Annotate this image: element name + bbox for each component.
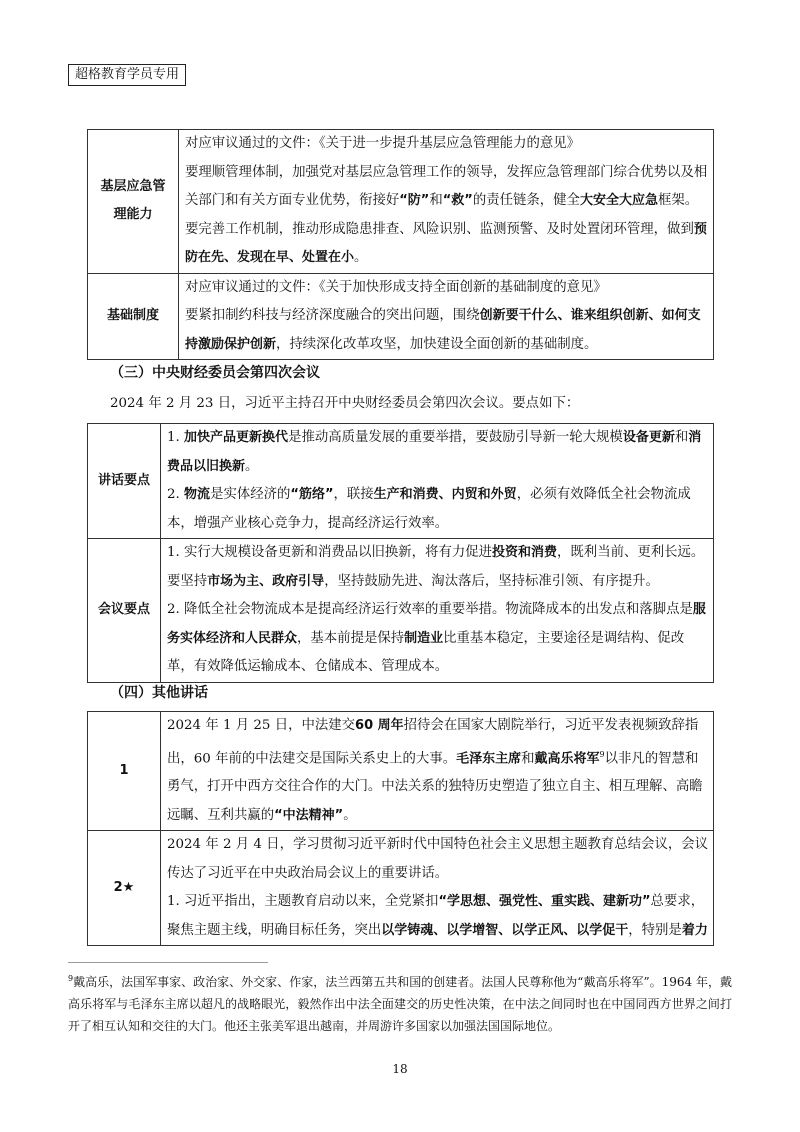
speeches-table [87, 711, 714, 946]
row-label: 讲话要点 [88, 424, 161, 539]
row-number: 1 [88, 712, 161, 831]
section-heading-3: （三）中央财经委员会第四次会议 [110, 365, 320, 381]
row-text: 要理顺管理体制，加强党对基层应急管理工作的领导，发挥应急管理部门综合优势以及相关部门和有关方面专业优势，衔接好“防”和“救”的责任链条，健全大安全大应急框架。要完善工作机制，推动形成隐患排查、风险识别、监测预警、及时处置闭环管理，做到预防在先、发现在早、处置在小。 [185, 164, 708, 265]
file-line: 对应审议通过的文件：《关于进一步提升基层应急管理能力的意见》 [185, 136, 581, 151]
row-content [179, 130, 714, 274]
table-row [88, 712, 714, 831]
table-row [88, 273, 714, 360]
section-heading-4: （四）其他讲话 [110, 685, 208, 701]
row-label: 基础制度 [88, 273, 179, 360]
list-item: 1. 加快产品更新换代是推动高质量发展的重要举措，要鼓励引导新一轮大规模设备更新和消费品以旧换新。 [167, 430, 702, 474]
row-content [179, 273, 714, 360]
meeting-table [87, 423, 714, 683]
file-line: 对应审议通过的文件：《关于加快形成支持全面创新的基础制度的意见》 [185, 279, 607, 295]
row-text: 2024 年 1 月 25 日，中法建交60 周年招待会在国家大剧院举行，习近平发表视频致辞指出，60 年前的中法建交是国际关系史上的大事。毛泽东主席和戴高乐将军$^9$以非凡的智慧和勇气，打开中西方交往合作的大门。中法关系的独特历史塑造了独立自主、相互理解、高瞻远瞩、互利共赢的“中法精神”。 [167, 718, 703, 823]
footnote [68, 968, 732, 1037]
row-content [161, 539, 714, 683]
footnote-divider [68, 962, 268, 963]
page-number: 18 [392, 1062, 408, 1076]
row-number: 2★ [88, 831, 161, 946]
footnote-text: 戴高乐，法国军事家、政治家、外交家、作家，法兰西第五共和国的创建者。法国人民尊称他为“戴高乐将军”。1964 年，戴高乐将军与毛泽东主席以超凡的战略眼光，毅然作出中法全面建交的历史性决策，在中法之间同时也在中国同西方世界之间打开了相互认知和交往的大门。他还主张美军退出越南，并周游许多国家以加强法国国际地位。 [68, 975, 732, 1033]
row-content [161, 712, 714, 831]
list-item: 2. 降低全社会物流成本是提高经济运行效率的重要举措。物流降成本的出发点和落脚点是服务实体经济和人民群众，基本前提是保持制造业比重基本稳定，主要途径是调结构、促改革，有效降低运输成本、仓储成本、管理成本。 [167, 602, 706, 674]
list-item: 1. 实行大规模设备更新和消费品以旧换新，将有力促进投资和消费，既利当前、更利长远。要坚持市场为主、政府引导，坚持鼓励先进、淘汰落后，坚持标准引领、有序提升。 [167, 545, 705, 589]
table-row [88, 831, 714, 946]
table-row [88, 539, 714, 683]
row-content [161, 831, 714, 946]
row-label: 会议要点 [88, 539, 161, 683]
list-item: 1. 习近平指出，主题教育启动以来，全党紧扣“学思想、强党性、重实践、建新功”总要求，聚焦主题主线，明确目标任务，突出以学铸魂、以学增智、以学正风、以学促干，特别是着力 [167, 894, 708, 938]
row-intro: 2024 年 2 月 4 日，学习贯彻习近平新时代中国特色社会主义思想主题教育总结会议，会议传达了习近平在中央政治局会议上的重要讲话。 [167, 837, 709, 881]
table-row [88, 424, 714, 539]
section-intro-3: 2024 年 2 月 23 日，习近平主持召开中央财经委员会第四次会议。要点如下： [110, 396, 580, 411]
footnote-ref: 9 [599, 749, 605, 759]
row-label: 基层应急管理能力 [88, 130, 179, 274]
policy-table [87, 129, 714, 360]
table-row [88, 130, 714, 274]
footnote-mark: 9 [68, 974, 74, 983]
list-item: 2. 物流是实体经济的“筋络”，联接生产和消费、内贸和外贸，必须有效降低全社会物流成本，增强产业核心竞争力，提高经济运行效率。 [167, 487, 691, 531]
row-text: 要紧扣制约科技与经济深度融合的突出问题，围绕创新要干什么、谁来组织创新、如何支持激励保护创新，持续深化改革攻坚，加快建设全面创新的基础制度。 [185, 308, 701, 352]
row-content [161, 424, 714, 539]
header-label: 超格教育学员专用 [68, 64, 186, 86]
